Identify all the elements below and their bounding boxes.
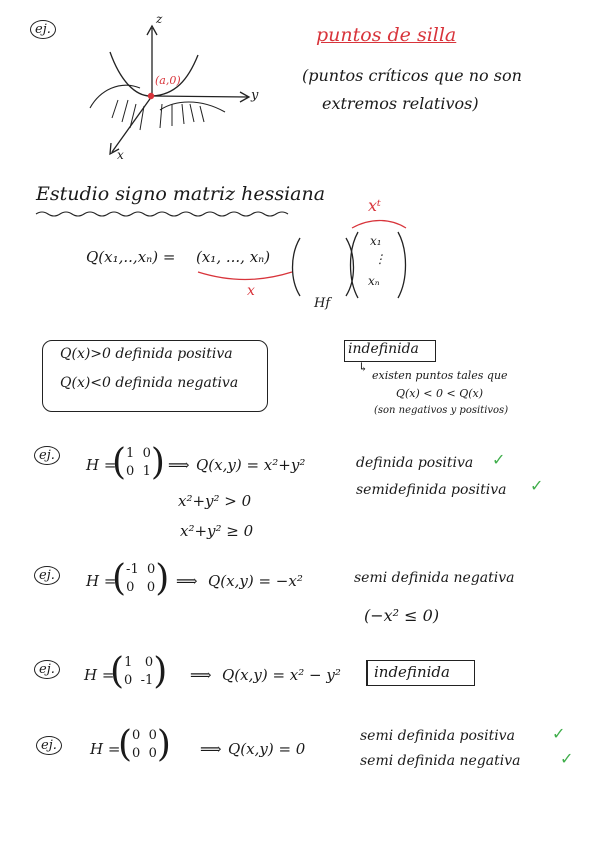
ex2-check2: ✓ (530, 476, 544, 495)
ex2-check1: ✓ (492, 450, 506, 469)
ex3-h: H = (86, 572, 117, 590)
ex5-h: H = (90, 740, 121, 758)
ex3-class1: semi definida negativa (354, 570, 515, 586)
ex5-arrow: ⟹ (200, 740, 222, 758)
ex2-arrow: ⟹ (168, 456, 190, 474)
ex5-matrix: (0 0 0 0) (118, 724, 171, 765)
ex2-extra2: x²+y² ≥ 0 (180, 522, 254, 540)
col-bot: xₙ (368, 274, 380, 288)
saddle-desc-line2: extremos relativos) (322, 94, 479, 113)
ex2-matrix: (1 0 0 1) (112, 442, 165, 483)
ex4-arrow: ⟹ (190, 666, 212, 684)
ex5-class2: semi definida negativa (360, 753, 521, 769)
ex5-check1: ✓ (552, 724, 566, 743)
example-badge-4: ej. (34, 658, 60, 679)
ex4-q: Q(x,y) = x² − y² (222, 666, 341, 684)
saddle-title: puntos de silla (316, 24, 457, 46)
x-axis-label: x (117, 148, 124, 162)
ex3-matrix: (-1 0 0 0) (112, 558, 170, 599)
ex4-matrix: (1 0 0 -1) (110, 651, 168, 692)
x-label: x (247, 283, 255, 299)
indefinida-line1: existen puntos tales que (372, 369, 508, 382)
example-badge-3: ej. (34, 564, 60, 585)
indefinida-line3: (son negativos y positivos) (374, 405, 509, 416)
ex4-class1: indefinida (374, 663, 450, 681)
col-mid: ⋮ (374, 252, 386, 266)
indefinida-label: indefinida (348, 341, 419, 357)
ex5-q: Q(x,y) = 0 (228, 740, 306, 758)
ex4-h: H = (84, 666, 115, 684)
ex2-q: Q(x,y) = x²+y² (196, 456, 306, 474)
section-heading: Estudio signo matriz hessiana (36, 183, 326, 205)
box-line-1: Q(x)>0 definida positiva (60, 346, 233, 362)
quadratic-lhs: Q(x₁,..,xₙ) = (86, 248, 176, 266)
ex3-extra1: (−x² ≤ 0) (364, 606, 440, 625)
indefinida-line2: Q(x) < 0 < Q(x) (396, 387, 484, 400)
y-axis-label: y (251, 88, 259, 103)
ex3-q: Q(x,y) = −x² (208, 572, 303, 590)
ex3-arrow: ⟹ (176, 572, 198, 590)
example-badge-5: ej. (36, 734, 62, 755)
box-line-2: Q(x)<0 definida negativa (60, 375, 239, 391)
col-top: x₁ (370, 234, 382, 248)
ex2-extra1: x²+y² > 0 (178, 492, 252, 510)
ex2-class1: definida positiva (356, 455, 474, 471)
example-badge-2: ej. (34, 444, 60, 465)
indefinida-arrow: ↳ (358, 360, 369, 374)
row-vector: (x₁, ..., xₙ) (196, 248, 271, 266)
ex2-h: H = (86, 456, 117, 474)
saddle-point-label: (a,0) (155, 74, 181, 87)
ex5-class1: semi definida positiva (360, 728, 515, 744)
saddle-desc-line1: (puntos críticos que no son (302, 66, 522, 85)
example-badge-1: ej. (30, 18, 56, 39)
z-axis-label: z (156, 12, 163, 26)
hf-label: Hf (314, 296, 331, 311)
ex5-check2: ✓ (560, 749, 574, 768)
ex2-class2: semidefinida positiva (356, 482, 507, 498)
xt-label: xᵗ (368, 196, 381, 215)
